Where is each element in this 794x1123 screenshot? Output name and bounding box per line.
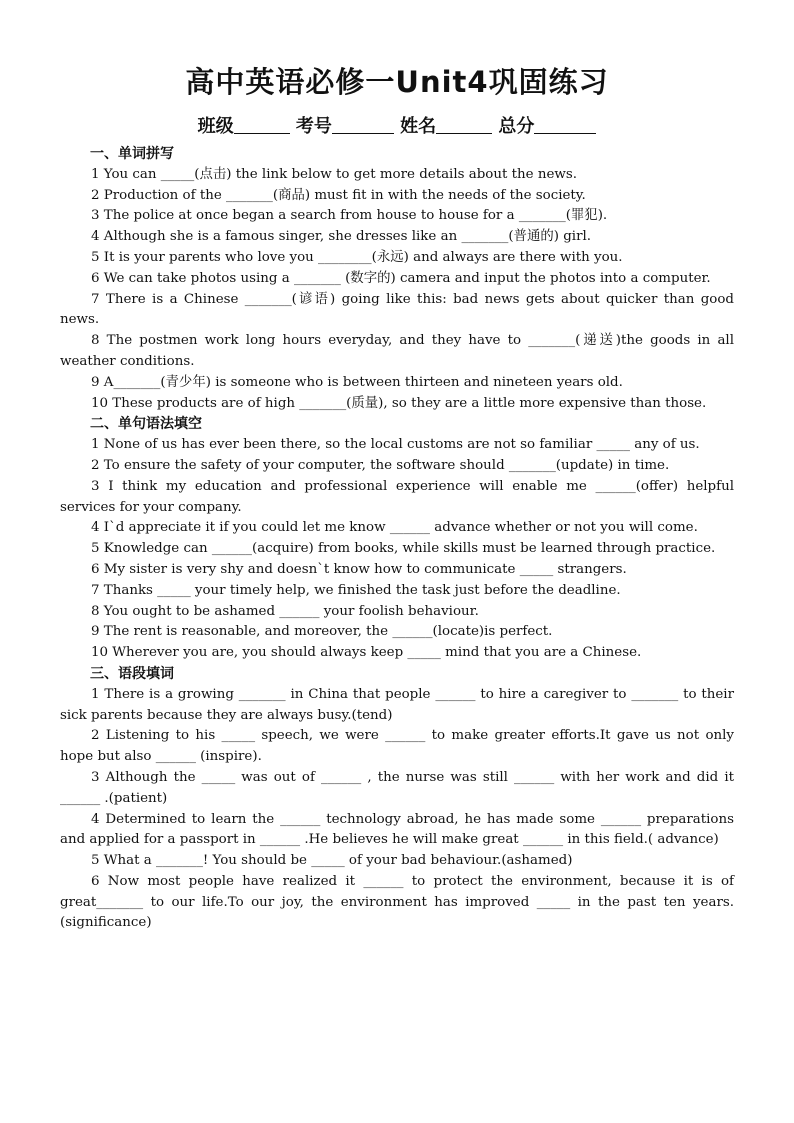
section-word-spelling bbox=[60, 144, 734, 414]
section-heading: 一、单词拼写 bbox=[90, 146, 174, 162]
section-heading: 二、单句语法填空 bbox=[90, 416, 202, 433]
number-label: 考号 bbox=[295, 116, 332, 137]
name-label: 姓名 bbox=[400, 116, 437, 137]
score-label: 总分 bbox=[498, 116, 535, 137]
student-info-line bbox=[0, 112, 794, 138]
question-item: 1 You can _____(点击) the link below to get more details about the news. bbox=[91, 166, 577, 182]
question-item: 10 Wherever you are, you should always keep _____ mind that you are a Chinese. bbox=[91, 645, 642, 661]
question-item: 3 The police at once began a search from house to house for a _______(罪犯). bbox=[91, 208, 608, 224]
question-item: 5 Knowledge can ______(acquire) from books, while skills must be learned through practice. bbox=[91, 541, 716, 557]
question-item: 1 There is a growing _______ in China that people ______ to hire a caregiver to _______ to their sick parents because they are always busy.(tend) bbox=[60, 686, 734, 723]
class-blank[interactable] bbox=[234, 115, 290, 134]
question-item: 3 I think my education and professional experience will enable me ______(offer) helpful services for your company. bbox=[60, 478, 734, 515]
number-blank[interactable] bbox=[332, 115, 394, 134]
class-label: 班级 bbox=[197, 116, 234, 137]
question-item: 2 To ensure the safety of your computer, the software should _______(update) in time. bbox=[91, 457, 670, 473]
exercise-content bbox=[60, 144, 734, 934]
question-item: 5 It is your parents who love you ________(永远) and always are there with you. bbox=[91, 249, 623, 265]
question-item: 7 Thanks _____ your timely help, we finished the task just before the deadline. bbox=[91, 582, 621, 598]
question-item: 4 I`d appreciate it if you could let me know ______ advance whether or not you will come. bbox=[91, 520, 698, 536]
section-grammar-fill bbox=[60, 414, 734, 664]
question-item: 4 Determined to learn the ______ technology abroad, he has made some ______ preparations and applied for a passport in ______ .He believes he will make great ______ in this field.( advance) bbox=[60, 811, 734, 848]
question-item: 6 Now most people have realized it ______ to protect the environment, because it is of great_______ to our life.To our joy, the environment has improved _____ in the past ten years.(significance) bbox=[60, 873, 734, 931]
page-title: 高中英语必修一Unit4巩固练习 bbox=[185, 65, 609, 99]
question-item: 6 We can take photos using a _______ (数字的) camera and input the photos into a computer. bbox=[91, 270, 711, 286]
question-item: 8 The postmen work long hours everyday, and they have to _______(递送)the goods in all weather conditions. bbox=[60, 333, 734, 369]
question-item: 4 Although she is a famous singer, she dresses like an _______(普通的) girl. bbox=[91, 229, 592, 245]
question-item: 9 The rent is reasonable, and moreover, the ______(locate)is perfect. bbox=[91, 624, 553, 640]
question-item: 1 None of us has ever been there, so the local customs are not so familiar _____ any of us. bbox=[91, 437, 700, 453]
question-item: 7 There is a Chinese _______(谚语) going like this: bad news gets about quicker than good news. bbox=[60, 291, 734, 328]
question-item: 9 A_______(青少年) is someone who is between thirteen and nineteen years old. bbox=[91, 374, 623, 390]
question-item: 10 These products are of high _______(质量), so they are a little more expensive than those. bbox=[91, 395, 707, 411]
question-item: 8 You ought to be ashamed ______ your foolish behaviour. bbox=[91, 603, 479, 619]
question-item: 6 My sister is very shy and doesn`t know how to communicate _____ strangers. bbox=[91, 561, 627, 577]
section-heading: 三、语段填词 bbox=[90, 665, 174, 682]
question-item: 3 Although the _____ was out of ______ , the nurse was still ______ with her work and did it ______ .(patient) bbox=[60, 769, 734, 806]
name-blank[interactable] bbox=[436, 115, 492, 134]
question-item: 5 What a _______! You should be _____ of your bad behaviour.(ashamed) bbox=[91, 853, 573, 869]
score-blank[interactable] bbox=[534, 115, 596, 134]
question-item: 2 Production of the _______(商品) must fit in with the needs of the society. bbox=[91, 187, 586, 203]
question-item: 2 Listening to his _____ speech, we were ______ to make greater efforts.It gave us not only hope but also ______ (inspire). bbox=[60, 728, 734, 765]
section-paragraph-fill bbox=[60, 664, 734, 934]
